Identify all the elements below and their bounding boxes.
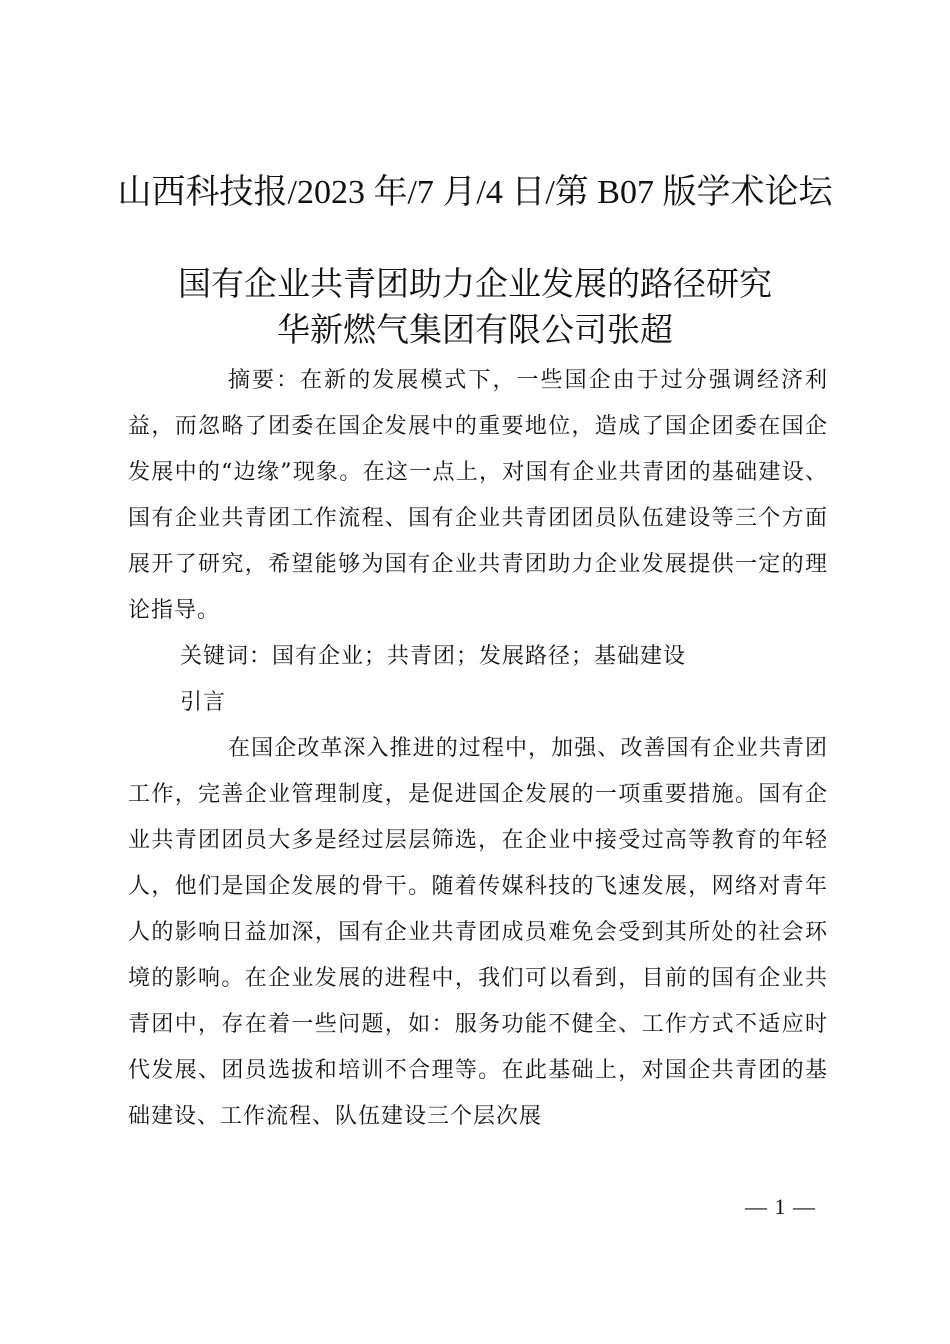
page-number: — 1 — xyxy=(745,1194,816,1219)
article-title: 国有企业共青团助力企业发展的路径研究 xyxy=(178,267,772,303)
introduction-heading: 引言 xyxy=(180,690,227,715)
author-line: 华新燃气集团有限公司张超 xyxy=(277,313,673,349)
abstract-paragraph: 摘要：在新的发展模式下，一些国企由于过分强调经济利益，而忽略了团委在国企发展中的重要地位，造成了国企团委在国企发展中的“边缘”现象。在这一点上，对国有企业共青团的基础建设、国有企业共青团工作流程、国有企业共青团团员队伍建设等三个方面展开了研究，希望能够为国有企业共青团助力企业发展提供一定的理论指导。 xyxy=(128,368,828,623)
introduction-paragraph: 在国企改革深入推进的过程中，加强、改善国有企业共青团工作，完善企业管理制度，是促进国企发展的一项重要措施。国有企业共青团团员大多是经过层层筛选，在企业中接受过高等教育的年轻人，他们是国企发展的骨干。随着传媒科技的飞速发展，网络对青年人的影响日益加深，国有企业共青团成员难免会受到其所处的社会环境的影响。在企业发展的进程中，我们可以看到，目前的国有企业共青团中，存在着一些问题，如：服务功能不健全、工作方式不适应时代发展、团员选拔和培训不合理等。在此基础上，对国企共青团的基础建设、工作流程、队伍建设三个层次展 xyxy=(128,736,828,1129)
source-line: 山西科技报/2023 年/7 月/4 日/第 B07 版学术论坛 xyxy=(117,174,833,211)
keywords-line: 关键词：国有企业；共青团；发展路径；基础建设 xyxy=(180,644,687,669)
